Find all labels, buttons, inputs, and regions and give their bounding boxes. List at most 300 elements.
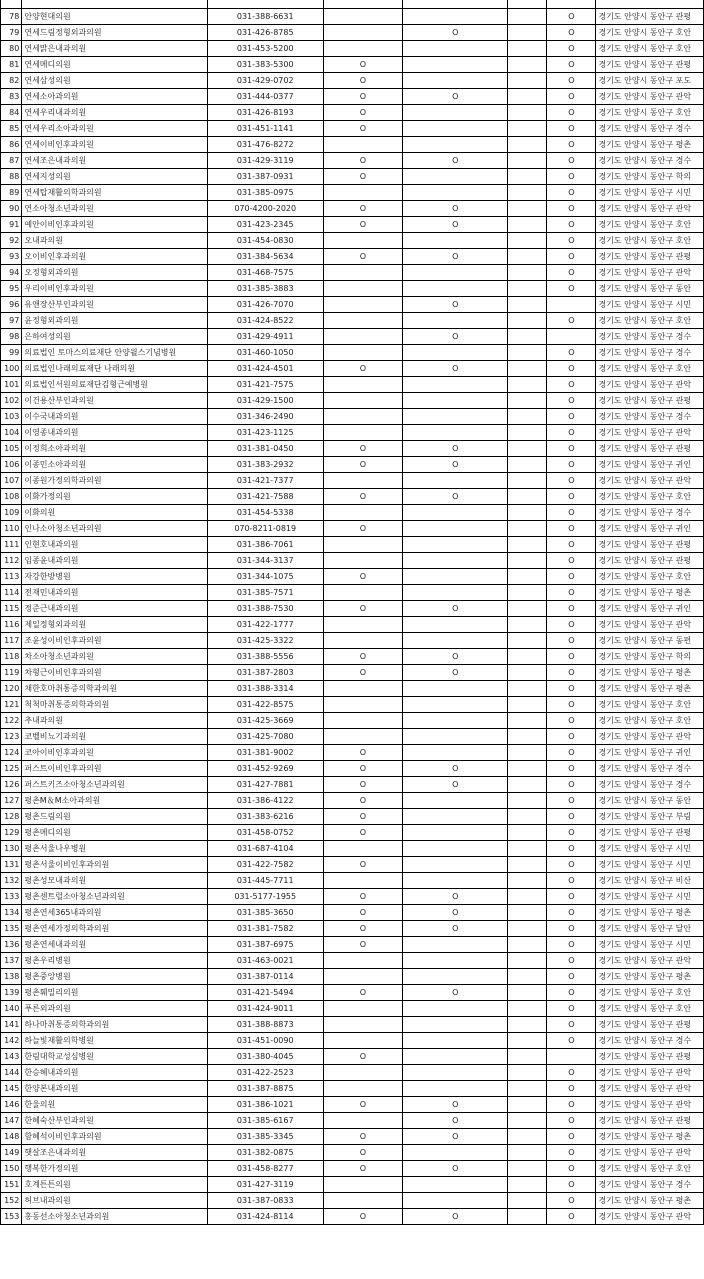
mark-col-c [508, 1112, 547, 1128]
address: 경기도 안양시 동안구 호안 [596, 104, 704, 120]
mark-col-d: O [547, 264, 596, 280]
table-row [1, 1176, 704, 1192]
address: 경기도 안양시 동안구 평촌 [596, 584, 704, 600]
clinic-name: 허브내과의원 [22, 1192, 208, 1208]
mark-col-a [323, 872, 403, 888]
mark-col-a: O [323, 1160, 403, 1176]
mark-col-a [323, 712, 403, 728]
mark-col-c [508, 792, 547, 808]
address: 경기도 안양시 동안구 관평 [596, 248, 704, 264]
clinic-name: 정준근내과의원 [22, 600, 208, 616]
phone-number: 031-387-0833 [207, 1192, 323, 1208]
clinic-name: 행복한가정의원 [22, 1160, 208, 1176]
table-row [1, 264, 704, 280]
clinic-name: 임종윤내과의원 [22, 552, 208, 568]
clinic-name: 오이비인후과의원 [22, 248, 208, 264]
clinic-name: 코아이비인후과의원 [22, 744, 208, 760]
mark-col-a [323, 696, 403, 712]
mark-col-b [403, 1064, 508, 1080]
row-number: 87 [1, 152, 22, 168]
clinic-name: 이화가정의원 [22, 488, 208, 504]
mark-col-c [508, 856, 547, 872]
table-row [1, 792, 704, 808]
row-number: 127 [1, 792, 22, 808]
mark-col-a: O [323, 56, 403, 72]
address: 경기도 안양시 동안구 시민 [596, 888, 704, 904]
address: 경기도 안양시 동안구 경수 [596, 1032, 704, 1048]
mark-col-c [508, 200, 547, 216]
table-row [1, 696, 704, 712]
phone-number: 031-424-8114 [207, 1208, 323, 1224]
address: 경기도 안양시 동안구 관평 [596, 440, 704, 456]
address: 경기도 안양시 동안구 관평 [596, 536, 704, 552]
mark-col-a: O [323, 664, 403, 680]
table-row [1, 1048, 704, 1064]
address: 경기도 안양시 동안구 경수 [596, 760, 704, 776]
mark-col-a [323, 184, 403, 200]
row-number: 85 [1, 120, 22, 136]
table-row [1, 472, 704, 488]
mark-col-d: O [547, 568, 596, 584]
mark-col-a: O [323, 1096, 403, 1112]
row-number: 80 [1, 40, 22, 56]
mark-col-c [508, 376, 547, 392]
phone-number: 031-422-8575 [207, 696, 323, 712]
clinic-name: 오내과의원 [22, 232, 208, 248]
mark-col-c [508, 1032, 547, 1048]
clinic-name: 한울의원 [22, 1096, 208, 1112]
mark-col-c [508, 472, 547, 488]
mark-col-b [403, 1176, 508, 1192]
table-row [1, 136, 704, 152]
table-row [1, 1000, 704, 1016]
table-row [1, 440, 704, 456]
row-number: 112 [1, 552, 22, 568]
phone-number: 031-386-7061 [207, 536, 323, 552]
phone-number: 031-388-6631 [207, 8, 323, 24]
row-number: 140 [1, 1000, 22, 1016]
clinic-name: 이종민소아과의원 [22, 456, 208, 472]
mark-col-d: O [547, 168, 596, 184]
address: 경기도 안양시 동안구 시민 [596, 840, 704, 856]
table-row [1, 296, 704, 312]
mark-col-c [508, 840, 547, 856]
address: 경기도 안양시 동안구 관평 [596, 1016, 704, 1032]
mark-col-c [508, 984, 547, 1000]
mark-col-d: O [547, 760, 596, 776]
phone-number: 031-383-2932 [207, 456, 323, 472]
clinic-name: 안양현대의원 [22, 8, 208, 24]
row-number: 100 [1, 360, 22, 376]
table-row [1, 504, 704, 520]
mark-col-b: O [403, 456, 508, 472]
mark-col-d: O [547, 1000, 596, 1016]
mark-col-b: O [403, 904, 508, 920]
mark-col-a: O [323, 152, 403, 168]
phone-number: 031-453-5200 [207, 40, 323, 56]
mark-col-b [403, 104, 508, 120]
table-row [1, 632, 704, 648]
mark-col-a: O [323, 984, 403, 1000]
phone-number: 031-385-3345 [207, 1128, 323, 1144]
clinic-name: 연세메디의원 [22, 56, 208, 72]
mark-col-d: O [547, 56, 596, 72]
phone-number: 031-687-4104 [207, 840, 323, 856]
phone-number: 031-426-7070 [207, 296, 323, 312]
mark-col-d [547, 328, 596, 344]
mark-col-d: O [547, 728, 596, 744]
mark-col-c [508, 72, 547, 88]
mark-col-c [508, 808, 547, 824]
table-row [1, 952, 704, 968]
clinic-name: 하늘빛재활의학병원 [22, 1032, 208, 1048]
phone-number: 031-386-4122 [207, 792, 323, 808]
mark-col-a [323, 1112, 403, 1128]
address: 경기도 안양시 동안구 관악 [596, 1080, 704, 1096]
mark-col-a: O [323, 568, 403, 584]
table-row [1, 456, 704, 472]
mark-col-d: O [547, 72, 596, 88]
row-number: 139 [1, 984, 22, 1000]
mark-col-b [403, 1192, 508, 1208]
table-row [1, 1208, 704, 1224]
mark-col-a [323, 408, 403, 424]
phone-number: 031-454-0830 [207, 232, 323, 248]
mark-col-d: O [547, 1096, 596, 1112]
table-row [1, 568, 704, 584]
row-number: 141 [1, 1016, 22, 1032]
mark-col-a [323, 680, 403, 696]
mark-col-b: O [403, 1208, 508, 1224]
mark-col-c [508, 632, 547, 648]
mark-col-d: O [547, 280, 596, 296]
mark-col-c [508, 280, 547, 296]
clinic-name: 연세우리소아과의원 [22, 120, 208, 136]
row-number: 103 [1, 408, 22, 424]
clinic-name: 퍼스트이비인후과의원 [22, 760, 208, 776]
mark-col-c [508, 24, 547, 40]
mark-col-d: O [547, 88, 596, 104]
mark-col-b [403, 8, 508, 24]
mark-col-d: O [547, 936, 596, 952]
phone-number: 031-386-1021 [207, 1096, 323, 1112]
clinic-name: 평촌연세가정의학과의원 [22, 920, 208, 936]
address: 경기도 안양시 동안구 관평 [596, 824, 704, 840]
mark-col-b [403, 392, 508, 408]
mark-col-b [403, 680, 508, 696]
phone-number: 031-388-8873 [207, 1016, 323, 1032]
clinic-name: 척척마취통증의학과의원 [22, 696, 208, 712]
mark-col-b [403, 1144, 508, 1160]
row-number: 115 [1, 600, 22, 616]
mark-col-b [403, 168, 508, 184]
row-number: 126 [1, 776, 22, 792]
mark-col-d: O [547, 440, 596, 456]
mark-col-b [403, 808, 508, 824]
mark-col-d: O [547, 232, 596, 248]
clinic-name: 채한호마취통증의학과의원 [22, 680, 208, 696]
phone-number: 031-476-8272 [207, 136, 323, 152]
mark-col-a [323, 1192, 403, 1208]
mark-col-a: O [323, 888, 403, 904]
address: 경기도 안양시 동안구 관평 [596, 1048, 704, 1064]
phone-number: 031-423-2345 [207, 216, 323, 232]
mark-col-a [323, 328, 403, 344]
mark-col-d: O [547, 648, 596, 664]
mark-col-d: O [547, 504, 596, 520]
mark-col-d: O [547, 456, 596, 472]
address: 경기도 안양시 동안구 호안 [596, 1000, 704, 1016]
row-number: 88 [1, 168, 22, 184]
mark-col-b [403, 1080, 508, 1096]
clinic-name: 연세이비인후과의원 [22, 136, 208, 152]
clinic-name: 평촌드림의원 [22, 808, 208, 824]
table-row [1, 744, 704, 760]
mark-col-c [508, 136, 547, 152]
table-body [1, 0, 704, 1224]
clinic-name: 유앤장산부인과의원 [22, 296, 208, 312]
mark-col-a: O [323, 216, 403, 232]
mark-col-b [403, 264, 508, 280]
mark-col-b: O [403, 1160, 508, 1176]
row-number: 94 [1, 264, 22, 280]
mark-col-b [403, 856, 508, 872]
phone-number: 031-421-5494 [207, 984, 323, 1000]
table-row [1, 24, 704, 40]
mark-col-a [323, 472, 403, 488]
phone-number: 031-381-9002 [207, 744, 323, 760]
mark-col-d: O [547, 616, 596, 632]
address: 경기도 안양시 동안구 시민 [596, 856, 704, 872]
clinic-name: 은하여성의원 [22, 328, 208, 344]
address: 경기도 안양시 동안구 관악 [596, 1064, 704, 1080]
mark-col-a: O [323, 488, 403, 504]
mark-col-c [508, 664, 547, 680]
row-number: 84 [1, 104, 22, 120]
mark-col-c [508, 760, 547, 776]
mark-col-c [508, 1160, 547, 1176]
clinic-name: 한혜숙산부인과의원 [22, 1112, 208, 1128]
mark-col-d: O [547, 712, 596, 728]
clinic-name: 햇살조은내과의원 [22, 1144, 208, 1160]
address: 경기도 안양시 동안구 경수 [596, 504, 704, 520]
table-row [1, 152, 704, 168]
address: 경기도 안양시 동안구 귀인 [596, 600, 704, 616]
mark-col-c [508, 680, 547, 696]
mark-col-c [508, 1192, 547, 1208]
mark-col-b: O [403, 328, 508, 344]
address: 경기도 안양시 동안구 관평 [596, 8, 704, 24]
address: 경기도 안양시 동안구 관평 [596, 1112, 704, 1128]
phone-number: 031-429-4911 [207, 328, 323, 344]
phone-number: 031-344-3137 [207, 552, 323, 568]
address: 경기도 안양시 동안구 귀인 [596, 744, 704, 760]
row-number: 97 [1, 312, 22, 328]
table-row [1, 664, 704, 680]
phone-number: 031-383-5300 [207, 56, 323, 72]
address: 경기도 안양시 동안구 동안 [596, 280, 704, 296]
clinic-name: 이수국내과의원 [22, 408, 208, 424]
mark-col-c [508, 264, 547, 280]
mark-col-a: O [323, 824, 403, 840]
mark-col-c [508, 248, 547, 264]
phone-number: 031-388-5556 [207, 648, 323, 664]
mark-col-c [508, 232, 547, 248]
mark-col-d: O [547, 1112, 596, 1128]
row-number: 131 [1, 856, 22, 872]
mark-col-b [403, 552, 508, 568]
clinic-name: 평촌메디의원 [22, 824, 208, 840]
table-row [1, 408, 704, 424]
address: 경기도 안양시 동안구 경수 [596, 328, 704, 344]
phone-number: 070-4200-2020 [207, 200, 323, 216]
row-number: 110 [1, 520, 22, 536]
table-row [1, 216, 704, 232]
address: 경기도 안양시 동안구 호안 [596, 232, 704, 248]
mark-col-d: O [547, 1032, 596, 1048]
row-number: 144 [1, 1064, 22, 1080]
table-row [1, 88, 704, 104]
row-number: 78 [1, 8, 22, 24]
mark-col-c [508, 1000, 547, 1016]
mark-col-b: O [403, 152, 508, 168]
mark-col-b [403, 616, 508, 632]
mark-col-b [403, 376, 508, 392]
phone-number: 031-346-2490 [207, 408, 323, 424]
clinic-name: 평촌성모내과의원 [22, 872, 208, 888]
mark-col-a: O [323, 1048, 403, 1064]
table-row [1, 808, 704, 824]
mark-col-b [403, 536, 508, 552]
mark-col-c [508, 1128, 547, 1144]
mark-col-a [323, 136, 403, 152]
clinic-name: 연세우리내과의원 [22, 104, 208, 120]
address: 경기도 안양시 동안구 관악 [596, 728, 704, 744]
phone-number: 031-380-4045 [207, 1048, 323, 1064]
row-number: 124 [1, 744, 22, 760]
mark-col-d [547, 1048, 596, 1064]
mark-col-a [323, 968, 403, 984]
address: 경기도 안양시 동안구 귀인 [596, 520, 704, 536]
phone-number: 031-387-2803 [207, 664, 323, 680]
phone-number: 031-445-7711 [207, 872, 323, 888]
clinic-name: 이종원가정의학과의원 [22, 472, 208, 488]
table-row [1, 1080, 704, 1096]
address: 경기도 안양시 동안구 호안 [596, 984, 704, 1000]
address: 경기도 안양시 동안구 호안 [596, 216, 704, 232]
mark-col-a [323, 840, 403, 856]
phone-number: 031-421-7575 [207, 376, 323, 392]
mark-col-a [323, 552, 403, 568]
mark-col-a: O [323, 88, 403, 104]
mark-col-a [323, 616, 403, 632]
address: 경기도 안양시 동안구 경수 [596, 776, 704, 792]
mark-col-c [508, 712, 547, 728]
phone-number: 031-424-9011 [207, 1000, 323, 1016]
row-number: 122 [1, 712, 22, 728]
phone-number: 031-425-3669 [207, 712, 323, 728]
table-row [1, 824, 704, 840]
mark-col-b [403, 712, 508, 728]
phone-number: 031-425-3322 [207, 632, 323, 648]
row-number: 117 [1, 632, 22, 648]
table-row [1, 936, 704, 952]
mark-col-a: O [323, 936, 403, 952]
mark-col-a: O [323, 120, 403, 136]
table-row [1, 1096, 704, 1112]
clinic-name: 오정형외과의원 [22, 264, 208, 280]
table-row [1, 584, 704, 600]
mark-col-b [403, 744, 508, 760]
mark-col-a: O [323, 856, 403, 872]
mark-col-a [323, 424, 403, 440]
mark-col-c [508, 616, 547, 632]
mark-col-d: O [547, 424, 596, 440]
mark-col-a: O [323, 168, 403, 184]
address: 경기도 안양시 동안구 시민 [596, 936, 704, 952]
table-row [1, 760, 704, 776]
phone-number: 031-421-7588 [207, 488, 323, 504]
table-row [1, 360, 704, 376]
mark-col-c [508, 696, 547, 712]
mark-col-b [403, 792, 508, 808]
mark-col-b [403, 728, 508, 744]
phone-number: 031-385-3650 [207, 904, 323, 920]
phone-number: 031-444-0377 [207, 88, 323, 104]
mark-col-c [508, 904, 547, 920]
mark-col-b [403, 584, 508, 600]
mark-col-a [323, 264, 403, 280]
row-number: 151 [1, 1176, 22, 1192]
table-row [1, 920, 704, 936]
phone-number: 031-384-5634 [207, 248, 323, 264]
mark-col-a [323, 1016, 403, 1032]
mark-col-a: O [323, 776, 403, 792]
address: 경기도 안양시 동안구 부림 [596, 808, 704, 824]
mark-col-b: O [403, 664, 508, 680]
address: 경기도 안양시 동안구 평촌 [596, 1128, 704, 1144]
clinic-name: 예안이비인후과의원 [22, 216, 208, 232]
mark-col-d: O [547, 1016, 596, 1032]
address: 경기도 안양시 동안구 관평 [596, 552, 704, 568]
row-number: 98 [1, 328, 22, 344]
mark-col-c [508, 456, 547, 472]
table-row [1, 888, 704, 904]
clinic-name: 제일정형외과의원 [22, 616, 208, 632]
table-row [1, 520, 704, 536]
row-number: 90 [1, 200, 22, 216]
clinic-name: 평촌연세365내과의원 [22, 904, 208, 920]
row-number: 143 [1, 1048, 22, 1064]
clinic-name: 인나소아청소년과의원 [22, 520, 208, 536]
mark-col-b [403, 968, 508, 984]
table-row [1, 184, 704, 200]
mark-col-b [403, 1000, 508, 1016]
mark-col-a [323, 8, 403, 24]
row-number: 86 [1, 136, 22, 152]
mark-col-d: O [547, 952, 596, 968]
clinic-name: 인현호내과의원 [22, 536, 208, 552]
mark-col-c [508, 56, 547, 72]
row-number: 128 [1, 808, 22, 824]
mark-col-b [403, 56, 508, 72]
address: 경기도 안양시 동안구 경수 [596, 344, 704, 360]
mark-col-d: O [547, 552, 596, 568]
clinic-name: 차형근이비인후과의원 [22, 664, 208, 680]
mark-col-a [323, 232, 403, 248]
phone-number: 031-424-8522 [207, 312, 323, 328]
mark-col-d: O [547, 312, 596, 328]
